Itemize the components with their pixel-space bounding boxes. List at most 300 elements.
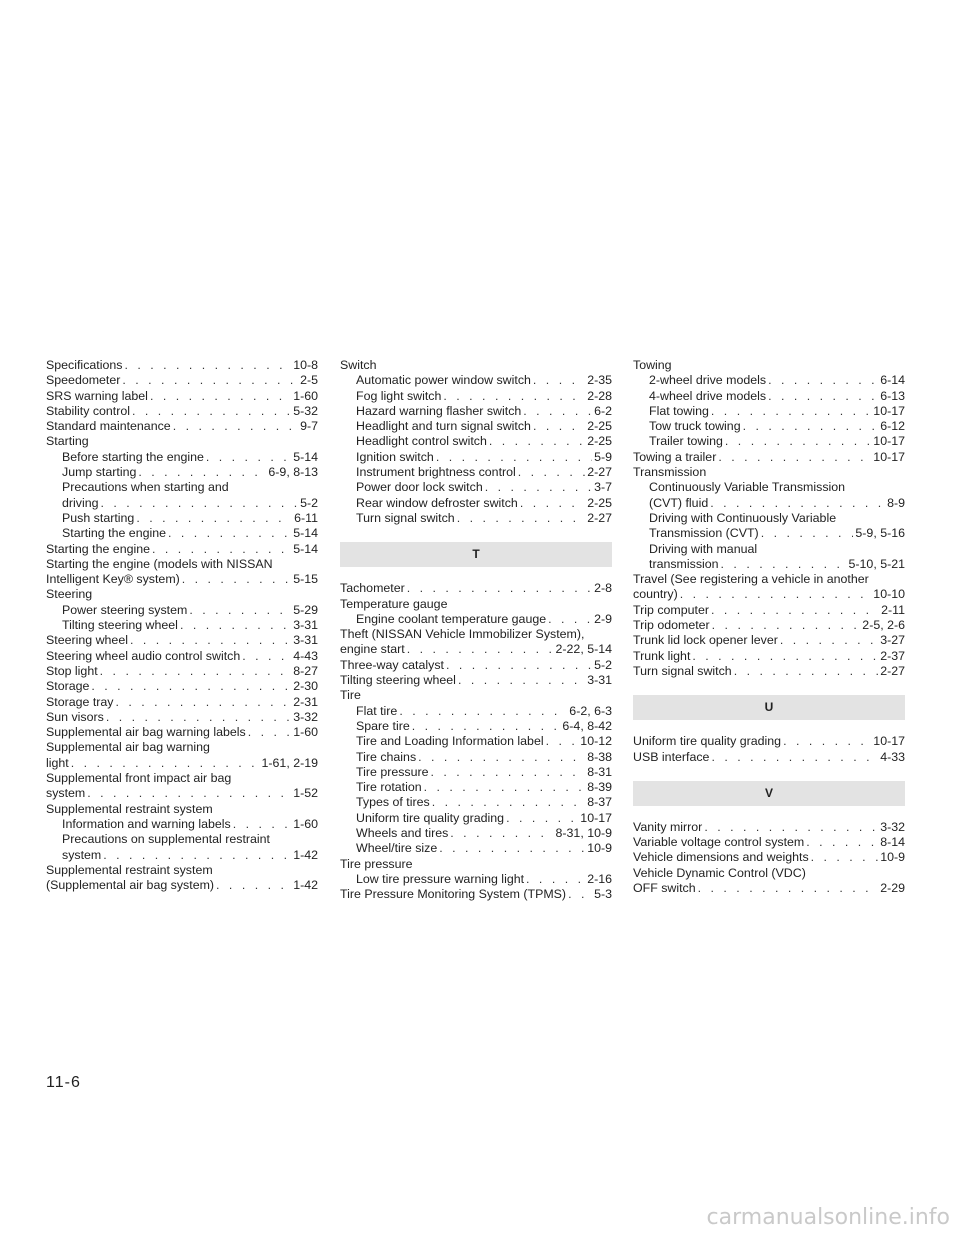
- entry-page-ref[interactable]: 2-9: [594, 611, 612, 626]
- index-entry: [46, 863, 318, 878]
- entry-term: Steering: [46, 587, 93, 602]
- entry-term: Stop light: [46, 663, 98, 678]
- entry-term: Starting: [46, 434, 89, 449]
- index-subentry: [340, 450, 612, 465]
- entry-term: system: [62, 847, 102, 862]
- index-subentry: [340, 419, 612, 434]
- entry-term: 4-wheel drive models: [649, 388, 767, 403]
- index-subentry: [46, 832, 318, 847]
- entry-term: Driving with Continuously Variable: [649, 510, 837, 525]
- entry-term: Push starting: [62, 510, 135, 525]
- entry-term: transmission: [649, 556, 719, 571]
- index-entry: [340, 581, 612, 596]
- index-entry: [340, 688, 612, 703]
- index-subentry: [46, 480, 318, 495]
- entry-page-ref[interactable]: 8-39: [587, 780, 612, 795]
- entry-page-ref[interactable]: 1-60: [293, 725, 318, 740]
- entry-page-ref[interactable]: 8-37: [587, 795, 612, 810]
- dot-leader: [704, 820, 878, 835]
- index-column-3: [633, 358, 905, 896]
- index-entry: [46, 358, 318, 373]
- dot-leader: [150, 389, 291, 404]
- section-letter-header: V: [633, 781, 905, 806]
- entry-page-ref[interactable]: 10-10: [873, 587, 905, 602]
- index-subentry: [340, 496, 612, 511]
- entry-page-ref[interactable]: 2-29: [880, 881, 905, 896]
- entry-page-ref[interactable]: 6-11: [294, 510, 318, 525]
- entry-term: Flat tire: [356, 703, 398, 718]
- entry-page-ref[interactable]: 10-9: [880, 850, 905, 865]
- index-subentry: [340, 780, 612, 795]
- entry-term: Rear window defroster switch: [356, 495, 518, 510]
- dot-leader: [446, 658, 592, 673]
- dot-leader: [526, 872, 585, 887]
- index-subentry: [633, 480, 905, 495]
- index-subentry: [340, 841, 612, 856]
- index-entry: [633, 358, 905, 373]
- dot-leader: [136, 511, 292, 526]
- dot-leader: [698, 881, 879, 896]
- index-entry: [46, 557, 318, 572]
- entry-page-ref[interactable]: 6-9, 8-13: [268, 465, 318, 480]
- entry-page-ref[interactable]: 5-10, 5-21: [848, 556, 905, 571]
- index-subentry: [633, 434, 905, 449]
- dot-leader: [523, 404, 592, 419]
- entry-term: Supplemental restraint system: [46, 862, 213, 877]
- index-entry: [633, 633, 905, 648]
- entry-term: Starting the engine (models with NISSAN: [46, 556, 273, 571]
- entry-term: Supplemental front impact air bag: [46, 771, 232, 786]
- entry-term: Turn signal switch: [356, 510, 455, 525]
- dot-leader: [182, 572, 291, 587]
- entry-term: Standard maintenance: [46, 419, 171, 434]
- entry-page-ref[interactable]: 2-30: [293, 679, 318, 694]
- dot-leader: [743, 419, 879, 434]
- entry-term: country): [633, 587, 678, 602]
- entry-page-ref[interactable]: 2-27: [880, 663, 905, 678]
- index-subentry: [633, 511, 905, 526]
- entry-page-ref[interactable]: 2-8: [594, 581, 612, 596]
- dot-leader: [506, 811, 578, 826]
- entry-term: 2-wheel drive models: [649, 373, 767, 388]
- index-entry: [46, 878, 318, 893]
- index-entry: [340, 887, 612, 902]
- dot-leader: [432, 795, 586, 810]
- index-entry: [340, 673, 612, 688]
- dot-leader: [768, 389, 878, 404]
- index-entry: [340, 358, 612, 373]
- dot-leader: [783, 734, 871, 749]
- dot-leader: [233, 817, 291, 832]
- entry-term: Headlight control switch: [356, 434, 487, 449]
- entry-page-ref[interactable]: 2-28: [587, 388, 612, 403]
- index-subentry: [46, 496, 318, 511]
- entry-page-ref[interactable]: 10-17: [873, 734, 905, 749]
- entry-page-ref[interactable]: 6-12: [880, 419, 905, 434]
- entry-page-ref[interactable]: 8-31: [587, 764, 612, 779]
- entry-page-ref[interactable]: 1-42: [293, 878, 318, 893]
- entry-page-ref[interactable]: 3-7: [594, 480, 612, 495]
- entry-page-ref[interactable]: 6-2, 6-3: [569, 703, 612, 718]
- dot-leader: [811, 850, 879, 865]
- entry-page-ref[interactable]: 3-27: [880, 633, 905, 648]
- entry-page-ref[interactable]: 5-2: [300, 495, 318, 510]
- dot-leader: [710, 496, 885, 511]
- entry-term: Three-way catalyst: [340, 657, 444, 672]
- entry-term: Trunk light: [633, 648, 691, 663]
- entry-term: Spare tire: [356, 718, 410, 733]
- entry-term: Flat towing: [649, 403, 709, 418]
- entry-page-ref[interactable]: 5-14: [293, 541, 318, 556]
- dot-leader: [734, 664, 878, 679]
- index-column-2: [340, 358, 612, 903]
- entry-page-ref[interactable]: 9-7: [300, 419, 318, 434]
- index-subentry: [633, 496, 905, 511]
- entry-page-ref[interactable]: 3-31: [587, 673, 612, 688]
- entry-term: Engine coolant temperature gauge: [356, 611, 547, 626]
- index-subentry: [46, 450, 318, 465]
- entry-term: Steering wheel: [46, 633, 128, 648]
- entry-page-ref[interactable]: 5-15: [293, 572, 318, 587]
- dot-leader: [101, 496, 299, 511]
- entry-page-ref[interactable]: 2-31: [293, 694, 318, 709]
- entry-term: engine start: [340, 642, 405, 657]
- dot-leader: [216, 878, 291, 893]
- entry-term: Steering wheel audio control switch: [46, 648, 241, 663]
- entry-term: Headlight and turn signal switch: [356, 419, 531, 434]
- entry-term: Wheel/tire size: [356, 841, 438, 856]
- entry-page-ref[interactable]: 10-17: [873, 434, 905, 449]
- entry-term: Ignition switch: [356, 449, 434, 464]
- index-subentry: [340, 750, 612, 765]
- index-entry: [46, 389, 318, 404]
- dot-leader: [548, 612, 592, 627]
- index-entry: [633, 572, 905, 587]
- index-entry: [46, 434, 318, 449]
- index-subentry: [340, 734, 612, 749]
- entry-term: Storage tray: [46, 694, 114, 709]
- index-subentry: [340, 404, 612, 419]
- index-entry: [340, 857, 612, 872]
- entry-term: SRS warning label: [46, 388, 148, 403]
- entry-page-ref[interactable]: 2-11: [881, 602, 905, 617]
- entry-term: Instrument brightness control: [356, 465, 516, 480]
- entry-page-ref[interactable]: 2-35: [587, 373, 612, 388]
- entry-term: Driving with manual: [649, 541, 758, 556]
- entry-page-ref[interactable]: 1-52: [293, 786, 318, 801]
- index-subentry: [340, 704, 612, 719]
- dot-leader: [711, 404, 871, 419]
- index-entry: [46, 587, 318, 602]
- entry-page-ref[interactable]: 10-8: [293, 358, 318, 372]
- entry-term: Tire and Loading Information label: [356, 734, 544, 749]
- entry-term: Theft (NISSAN Vehicle Immobilizer System),: [340, 627, 585, 642]
- dot-leader: [436, 450, 592, 465]
- entry-term: Variable voltage control system: [633, 835, 805, 850]
- entry-term: Vehicle dimensions and weights: [633, 850, 809, 865]
- entry-page-ref[interactable]: 10-9: [587, 841, 612, 856]
- entry-page-ref[interactable]: 3-32: [880, 819, 905, 834]
- dot-leader: [106, 710, 291, 725]
- section-letter-header: U: [633, 695, 905, 720]
- index-entry: [340, 658, 612, 673]
- entry-term: light: [46, 755, 69, 770]
- dot-leader: [439, 841, 585, 856]
- entry-term: Transmission: [633, 465, 707, 480]
- dot-leader: [457, 511, 585, 526]
- entry-term: Turn signal switch: [633, 663, 732, 678]
- entry-page-ref[interactable]: 1-42: [293, 847, 318, 862]
- entry-term: Starting the engine: [62, 526, 167, 541]
- entry-page-ref[interactable]: 1-60: [293, 816, 318, 831]
- dot-leader: [206, 450, 291, 465]
- entry-page-ref[interactable]: 10-17: [873, 403, 905, 418]
- dot-leader: [130, 633, 291, 648]
- dot-leader: [152, 542, 291, 557]
- dot-leader: [768, 373, 878, 388]
- entry-term: Trailer towing: [649, 434, 723, 449]
- index-entry: [46, 756, 318, 771]
- entry-page-ref[interactable]: 3-32: [293, 709, 318, 724]
- entry-term: Automatic power window switch: [356, 373, 531, 388]
- index-subentry: [633, 542, 905, 557]
- entry-page-ref[interactable]: 6-13: [880, 388, 905, 403]
- entry-page-ref[interactable]: 10-17: [580, 810, 612, 825]
- index-subentry: [340, 612, 612, 627]
- entry-page-ref[interactable]: 5-9: [594, 449, 612, 464]
- dot-leader: [718, 450, 871, 465]
- entry-term: Supplemental air bag warning: [46, 740, 210, 755]
- entry-term: Speedometer: [46, 373, 121, 388]
- entry-page-ref[interactable]: 5-14: [293, 449, 318, 464]
- index-entry: [633, 835, 905, 850]
- index-entry: [633, 820, 905, 835]
- watermark-text[interactable]: carmanualsonline.info: [706, 1205, 950, 1230]
- entry-page-ref[interactable]: 2-16: [587, 871, 612, 886]
- entry-page-ref[interactable]: 2-25: [587, 434, 612, 449]
- dot-leader: [533, 419, 585, 434]
- entry-page-ref[interactable]: 8-38: [587, 749, 612, 764]
- entry-term: Tire chains: [356, 749, 417, 764]
- dot-leader: [132, 404, 291, 419]
- index-entry: [633, 649, 905, 664]
- entry-page-ref[interactable]: 2-27: [587, 510, 612, 525]
- entry-term: (CVT) fluid: [649, 495, 709, 510]
- entry-term: Tire: [340, 688, 361, 703]
- entry-term: Tire rotation: [356, 780, 422, 795]
- entry-page-ref[interactable]: 6-4, 8-42: [562, 718, 612, 733]
- index-subentry: [46, 618, 318, 633]
- entry-page-ref[interactable]: 5-3: [594, 887, 612, 902]
- index-subentry: [633, 373, 905, 388]
- entry-term: Fog light switch: [356, 388, 442, 403]
- dot-leader: [458, 673, 585, 688]
- index-entry: [633, 750, 905, 765]
- dot-leader: [711, 750, 878, 765]
- entry-term: (Supplemental air bag system): [46, 878, 215, 893]
- entry-page-ref[interactable]: 10-12: [580, 734, 612, 749]
- entry-term: Tow truck towing: [649, 419, 741, 434]
- dot-leader: [568, 887, 592, 902]
- index-subentry: [46, 526, 318, 541]
- index-entry: [633, 603, 905, 618]
- entry-page-ref[interactable]: 3-31: [293, 633, 318, 648]
- dot-leader: [533, 373, 585, 388]
- index-subentry: [340, 719, 612, 734]
- entry-term: Trunk lid lock opener lever: [633, 633, 778, 648]
- entry-term: Trip computer: [633, 602, 709, 617]
- dot-leader: [546, 734, 579, 749]
- entry-term: Towing a trailer: [633, 449, 717, 464]
- index-entry: [46, 542, 318, 557]
- index-entry: [46, 802, 318, 817]
- entry-page-ref[interactable]: 3-31: [293, 618, 318, 633]
- index-subentry: [340, 465, 612, 480]
- entry-page-ref[interactable]: 5-9, 5-16: [855, 526, 905, 541]
- index-entry: [633, 465, 905, 480]
- entry-term: Tilting steering wheel: [62, 618, 178, 633]
- dot-leader: [721, 557, 847, 572]
- entry-page-ref[interactable]: 2-22, 5-14: [555, 642, 612, 657]
- index-subentry: [340, 389, 612, 404]
- entry-term: Power door lock switch: [356, 480, 483, 495]
- dot-leader: [100, 664, 292, 679]
- dot-leader: [418, 750, 585, 765]
- entry-page-ref[interactable]: 5-14: [293, 526, 318, 541]
- entry-page-ref[interactable]: 8-9: [887, 495, 905, 510]
- dot-leader: [520, 496, 585, 511]
- dot-leader: [122, 373, 298, 388]
- index-entry: [46, 771, 318, 786]
- index-entry: [46, 664, 318, 679]
- dot-leader: [168, 526, 291, 541]
- entry-page-ref[interactable]: 4-33: [880, 749, 905, 764]
- dot-leader: [712, 618, 861, 633]
- entry-term: USB interface: [633, 749, 710, 764]
- dot-leader: [424, 780, 586, 795]
- dot-leader: [680, 587, 872, 602]
- entry-term: Tire Pressure Monitoring System (TPMS): [340, 887, 567, 902]
- index-entry: [340, 642, 612, 657]
- index-entry: [46, 786, 318, 801]
- index-entry: [633, 587, 905, 602]
- entry-term: Vanity mirror: [633, 819, 703, 834]
- index-subentry: [46, 465, 318, 480]
- index-entry: [46, 633, 318, 648]
- index-entry: [46, 373, 318, 388]
- entry-term: Storage: [46, 679, 90, 694]
- entry-page-ref[interactable]: 2-5: [300, 373, 318, 388]
- index-entry: [633, 850, 905, 865]
- section-letter-header: T: [340, 542, 612, 567]
- entry-term: Supplemental restraint system: [46, 801, 213, 816]
- entry-term: Starting the engine: [46, 541, 151, 556]
- entry-page-ref[interactable]: 2-27: [587, 465, 612, 480]
- index-subentry: [46, 603, 318, 618]
- index-entry: [340, 597, 612, 612]
- entry-page-ref[interactable]: 2-5, 2-6: [862, 618, 905, 633]
- dot-leader: [399, 704, 567, 719]
- entry-term: system: [46, 786, 86, 801]
- entry-term: Tilting steering wheel: [340, 673, 456, 688]
- index-entry: [46, 740, 318, 755]
- dot-leader: [407, 581, 592, 596]
- dot-leader: [103, 848, 291, 863]
- entry-term: Vehicle Dynamic Control (VDC): [633, 865, 806, 880]
- index-subentry: [633, 526, 905, 541]
- index-subentry: [340, 765, 612, 780]
- entry-page-ref[interactable]: 8-31, 10-9: [555, 826, 612, 841]
- dot-leader: [87, 786, 291, 801]
- entry-page-ref[interactable]: 8-14: [880, 835, 905, 850]
- entry-term: Jump starting: [62, 465, 137, 480]
- entry-term: Power steering system: [62, 602, 188, 617]
- dot-leader: [489, 434, 585, 449]
- dot-leader: [450, 826, 553, 841]
- entry-term: Tachometer: [340, 581, 405, 596]
- entry-page-ref[interactable]: 1-61, 2-19: [261, 755, 318, 770]
- entry-term: Low tire pressure warning light: [356, 871, 525, 886]
- entry-page-ref[interactable]: 5-2: [594, 657, 612, 672]
- entry-term: Supplemental air bag warning labels: [46, 725, 246, 740]
- dot-leader: [761, 526, 854, 541]
- index-entry: [633, 664, 905, 679]
- entry-term: Uniform tire quality grading: [633, 734, 782, 749]
- index-subentry: [340, 480, 612, 495]
- dot-leader: [431, 765, 586, 780]
- entry-page-ref[interactable]: 10-17: [873, 449, 905, 464]
- entry-term: Switch: [340, 358, 377, 372]
- entry-term: Information and warning labels: [62, 816, 231, 831]
- entry-page-ref[interactable]: 1-60: [293, 388, 318, 403]
- entry-term: Specifications: [46, 358, 123, 372]
- entry-term: Wheels and tires: [356, 826, 449, 841]
- index-subentry: [340, 826, 612, 841]
- entry-term: Trip odometer: [633, 618, 710, 633]
- dot-leader: [248, 725, 291, 740]
- entry-page-ref[interactable]: 2-25: [587, 419, 612, 434]
- entry-page-ref[interactable]: 8-27: [293, 663, 318, 678]
- dot-leader: [806, 835, 878, 850]
- entry-term: Towing: [633, 358, 672, 372]
- dot-leader: [138, 465, 266, 480]
- dot-leader: [485, 480, 592, 495]
- entry-term: Types of tires: [356, 795, 430, 810]
- index-subentry: [340, 511, 612, 526]
- entry-page-ref[interactable]: 5-32: [293, 403, 318, 418]
- index-subentry: [633, 419, 905, 434]
- entry-term: Travel (See registering a vehicle in another: [633, 572, 869, 587]
- dot-leader: [518, 465, 585, 480]
- entry-term: Tire pressure: [340, 856, 413, 871]
- index-entry: [46, 710, 318, 725]
- entry-page-ref[interactable]: 4-43: [293, 648, 318, 663]
- index-entry: [633, 734, 905, 749]
- dot-leader: [780, 633, 878, 648]
- entry-term: driving: [62, 495, 99, 510]
- index-subentry: [340, 373, 612, 388]
- entry-page-ref[interactable]: 6-2: [594, 403, 612, 418]
- entry-page-ref[interactable]: 2-25: [587, 495, 612, 510]
- entry-page-ref[interactable]: 6-14: [880, 373, 905, 388]
- page-number: 11-6: [46, 1074, 81, 1091]
- entry-page-ref[interactable]: 2-37: [880, 648, 905, 663]
- dot-leader: [443, 389, 585, 404]
- entry-page-ref[interactable]: 5-29: [293, 602, 318, 617]
- index-column-1: [46, 358, 318, 893]
- dot-leader: [407, 642, 554, 657]
- entry-term: Uniform tire quality grading: [356, 810, 505, 825]
